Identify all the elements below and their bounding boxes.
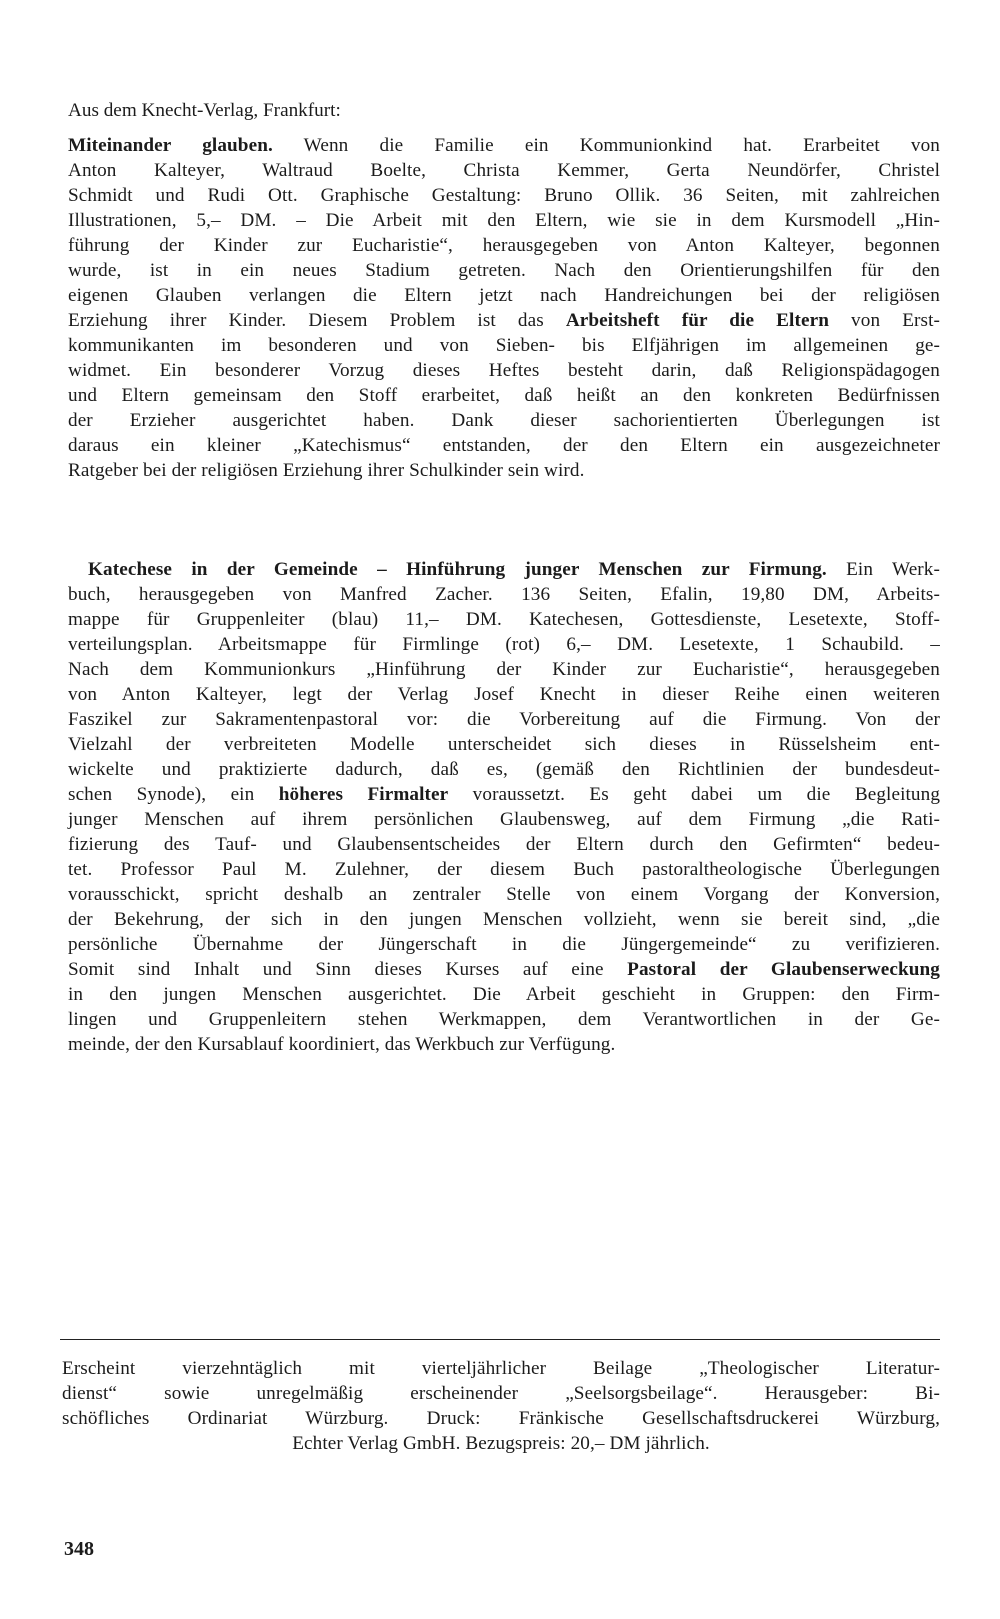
text-line: fizierung des Tauf- und Glaubensentscheides der Eltern durch den Gefirmten“ bedeu-: [68, 834, 940, 855]
text-line: dienst“ sowie unregelmäßig erscheinender „Seelsorgsbeilage“. Herausgeber: Bi-: [62, 1383, 940, 1404]
text-line: Ratgeber bei der religiösen Erziehung ihrer Schulkinder sein wird.: [68, 460, 585, 481]
emphasis: höheres Firmalter: [278, 784, 449, 805]
text-line: Schmidt und Rudi Ott. Graphische Gestaltung: Bruno Ollik. 36 Seiten, mit zahlreichen: [68, 185, 940, 206]
emphasis: Arbeitsheft für die Eltern: [565, 310, 829, 331]
text-line: in den jungen Menschen ausgerichtet. Die Arbeit geschieht in Gruppen: den Firm-: [68, 984, 940, 1005]
text-line: persönliche Übernahme der Jüngerschaft in die Jüngergemeinde“ zu verifizieren.: [68, 934, 940, 955]
text-line: schen Synode), ein höheres Firmalter voraussetzt. Es geht dabei um die Begleitung: [68, 784, 941, 805]
text-line: vorausschickt, spricht deshalb an zentraler Stelle von einem Vorgang der Konversion,: [68, 884, 940, 905]
text-line: Echter Verlag GmbH. Bezugspreis: 20,– DM jährlich.: [292, 1433, 710, 1454]
text-line: der Bekehrung, der sich in den jungen Menschen vollzieht, wenn sie bereit sind, „die: [68, 909, 940, 930]
book-title: Katechese in der Gemeinde – Hinführung junger Menschen zur Firmung.: [88, 559, 827, 580]
text-line: eigenen Glauben verlangen die Eltern jetzt nach Handreichungen bei der religiösen: [68, 285, 940, 306]
text-line: Illustrationen, 5,– DM. – Die Arbeit mit den Eltern, wie sie in dem Kursmodell „Hin-: [68, 210, 940, 231]
text-line: der Erzieher ausgerichtet haben. Dank dieser sachorientierten Überlegungen ist: [68, 410, 940, 431]
text-line: tet. Professor Paul M. Zulehner, der diesem Buch pastoraltheologische Überlegungen: [68, 859, 940, 880]
text-line: Nach dem Kommunionkurs „Hinführung der Kinder zur Eucharistie“, herausgegeben: [68, 659, 940, 680]
page-number: 348: [64, 1538, 94, 1560]
text-line: schöfliches Ordinariat Würzburg. Druck: Fränkische Gesellschaftsdruckerei Würzburg,: [62, 1408, 940, 1429]
text-line: meinde, der den Kursablauf koordiniert, das Werkbuch zur Verfügung.: [68, 1034, 616, 1055]
text-line: Anton Kalteyer, Waltraud Boelte, Christa Kemmer, Gerta Neundörfer, Christel: [68, 160, 940, 181]
text-line: von Anton Kalteyer, legt der Verlag Josef Knecht in dieser Reihe einen weiteren: [68, 684, 940, 705]
text-line: Vielzahl der verbreiteten Modelle unterscheidet sich dieses in Rüsselsheim ent-: [68, 734, 940, 755]
text-line: Somit sind Inhalt und Sinn dieses Kurses auf eine Pastoral der Glaubenserweckung: [68, 959, 940, 980]
text-line: führung der Kinder zur Eucharistie“, herausgegeben von Anton Kalteyer, begonnen: [68, 235, 940, 256]
text-line: Erziehung ihrer Kinder. Diesem Problem ist das Arbeitsheft für die Eltern von Erst-: [68, 310, 940, 331]
text-line: und Eltern gemeinsam den Stoff erarbeitet, daß heißt an den konkreten Bedürfnissen: [68, 385, 940, 406]
text-line: wurde, ist in ein neues Stadium getreten. Nach den Orientierungshilfen für den: [68, 260, 940, 281]
text-line: daraus ein kleiner „Katechismus“ entstanden, der den Eltern ein ausgezeichneter: [68, 435, 940, 456]
text-line: Erscheint vierzehntäglich mit vierteljährlicher Beilage „Theologischer Literatur-: [62, 1358, 940, 1379]
text-line: mappe für Gruppenleiter (blau) 11,– DM. Katechesen, Gottesdienste, Lesetexte, Stoff-: [68, 609, 940, 630]
text-line: Miteinander glauben. Wenn die Familie ein Kommunionkind hat. Erarbeitet von: [68, 135, 940, 156]
book-title: Miteinander glauben.: [68, 135, 273, 156]
emphasis: Pastoral der Glaubenserweckung: [627, 959, 940, 980]
text-line: verteilungsplan. Arbeitsmappe für Firmlinge (rot) 6,– DM. Lesetexte, 1 Schaubild. –: [68, 634, 940, 655]
text-line: widmet. Ein besonderer Vorzug dieses Heftes besteht darin, daß Religionspädagogen: [68, 360, 940, 381]
footer-divider: [60, 1339, 940, 1340]
text-line: wickelte und praktizierte dadurch, daß es, (gemäß den Richtlinien der bundesdeut-: [68, 759, 940, 780]
text-line: buch, herausgegeben von Manfred Zacher. 136 Seiten, Efalin, 19,80 DM, Arbeits-: [68, 584, 940, 605]
text-line: kommunikanten im besonderen und von Sieben- bis Elfjährigen im allgemeinen ge-: [68, 335, 940, 356]
text-line: junger Menschen auf ihrem persönlichen Glaubensweg, auf dem Firmung „die Rati-: [68, 809, 940, 830]
publisher-heading: Aus dem Knecht-Verlag, Frankfurt:: [68, 100, 341, 121]
text-line: lingen und Gruppenleitern stehen Werkmappen, dem Verantwortlichen in der Ge-: [68, 1009, 940, 1030]
text-line: Katechese in der Gemeinde – Hinführung junger Menschen zur Firmung. Ein Werk-: [88, 559, 940, 580]
text-line: Faszikel zur Sakramentenpastoral vor: die Vorbereitung auf die Firmung. Von der: [68, 709, 940, 730]
